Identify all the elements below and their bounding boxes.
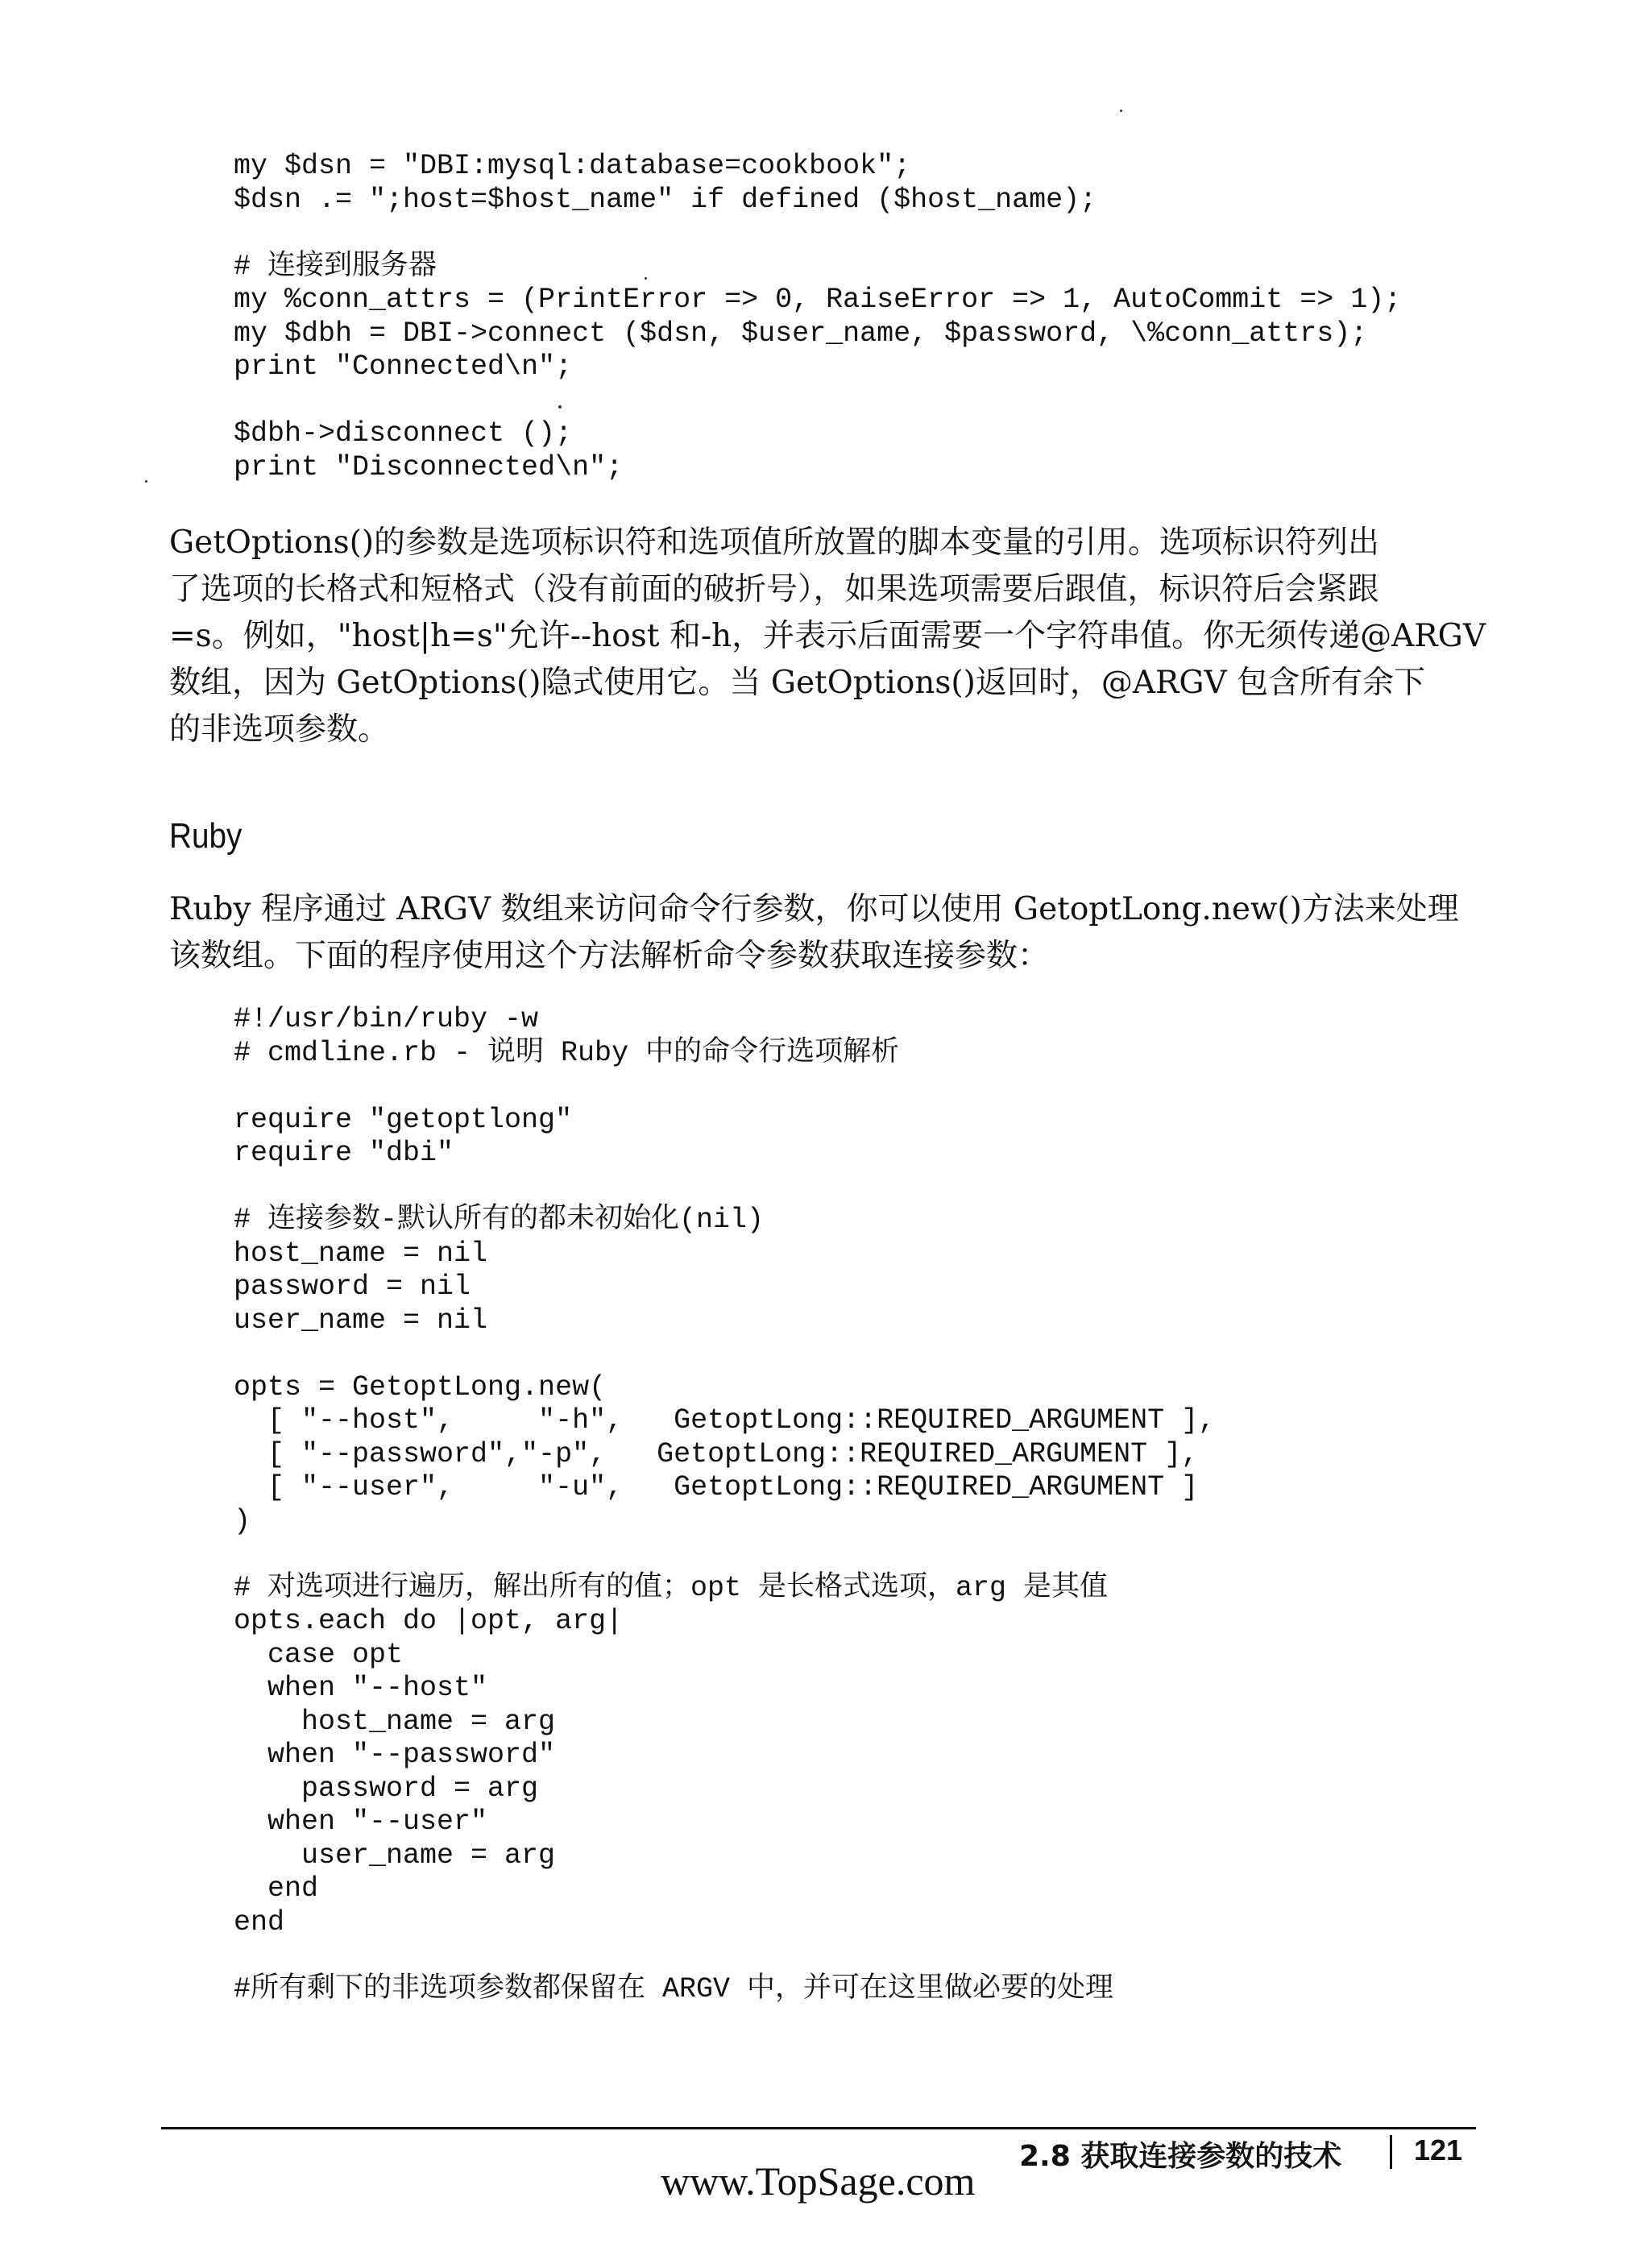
watermark-url: www.TopSage.com [661, 2158, 976, 2204]
page-number: 121 [1414, 2133, 1463, 2166]
getoptions-explanation-paragraph [169, 520, 1486, 753]
paragraph-line: Ruby 程序通过 ARGV 数组来访问命令行参数，你可以使用 GetoptLong.new()方法来处理 [169, 891, 1459, 927]
paragraph-line: =s。例如，"host|h=s"允许--host 和-h，并表示后面需要一个字符串值。你无须传递@ARGV [169, 618, 1486, 654]
footer-section-title: 2.8 获取连接参数的技术 [1019, 2140, 1342, 2173]
paragraph-line: GetOptions()的参数是选项标识符和选项值所放置的脚本变量的引用。选项标识符列出 [169, 525, 1380, 561]
scan-speck [558, 405, 562, 408]
scan-speck [145, 480, 147, 483]
paragraph-line: 数组，因为 GetOptions()隐式使用它。当 GetOptions()返回时，@ARGV 包含所有余下 [169, 665, 1426, 701]
paragraph-line: 了选项的长格式和短格式（没有前面的破折号），如果选项需要后跟值，标识符后会紧跟 [169, 571, 1379, 607]
paragraph-line: 的非选项参数。 [169, 711, 390, 748]
ruby-code-block: #!/usr/bin/ruby -w # cmdline.rb - 说明 Ruby 中的命令行选项解析 require "getoptlong" require "dbi" # 连接参数-默认所有的都未初始化(nil) host_name = nil password = nil user_name = nil opts = GetoptLong.new( [ "--host", "-h", GetoptLong::REQUIRED_ARGUMENT ], [ "--password","-p", GetoptLong::REQUIRED_ARGUMENT ], [ "--user", "-u", GetoptLong::REQUIRED_ARGUMENT ] ) # 对选项进行遍历，解出所有的值；opt 是长格式选项，arg 是其值 opts.each do |opt, arg| case opt when "--host" host_name = arg when "--password" password = arg when "--user" user_name = arg end end #所有剩下的非选项参数都保留在 ARGV 中，并可在这里做必要的处理 [234, 1003, 1216, 2005]
footer-separator [1390, 2135, 1392, 2169]
scan-speck [1120, 110, 1122, 112]
section-heading-ruby: Ruby [169, 816, 243, 856]
ruby-intro-paragraph [169, 886, 1459, 980]
paragraph-line: 该数组。下面的程序使用这个方法解析命令参数获取连接参数： [169, 938, 1050, 974]
perl-code-block: my $dsn = "DBI:mysql:database=cookbook"; $dsn .= ";host=$host_name" if defined ($host_name); # 连接到服务器 my %conn_attrs = (PrintError => 0, RaiseError => 1, AutoCommit => 1); my $dbh = DBI->connect ($dsn, $user_name, $password, \%conn_attrs); print "Connected\n"; $dbh->disconnect (); print "Disconnected\n"; [234, 150, 1402, 483]
footer-rule [161, 2127, 1476, 2129]
scan-speck [645, 277, 647, 280]
